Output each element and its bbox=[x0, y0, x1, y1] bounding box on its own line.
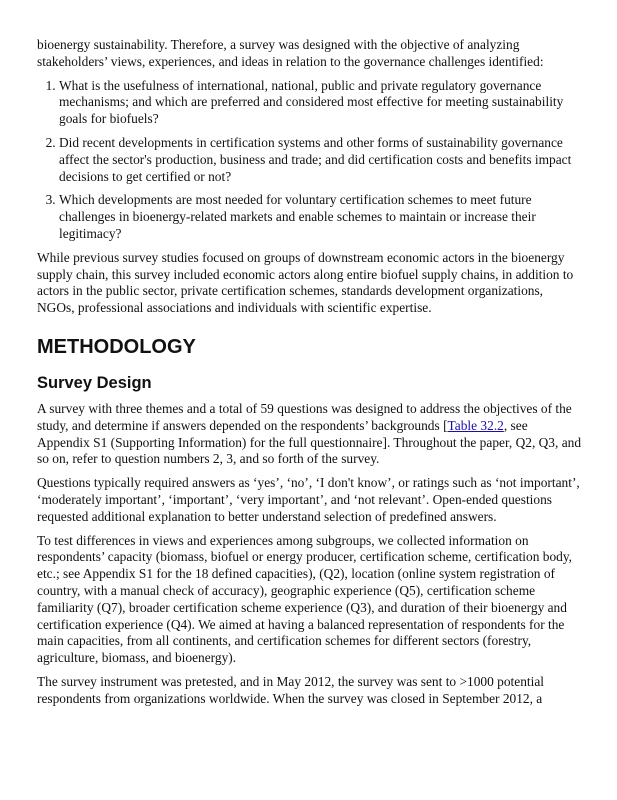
research-questions-list bbox=[37, 78, 582, 243]
list-item: 3. Which developments are most needed for voluntary certification schemes to meet future challenges in bioenergy-related markets and enable schemes to maintain or increase their legitimacy? bbox=[59, 192, 582, 242]
paragraph-text: , see Appendix S1 (Supporting Information) for the full questionnaire]. Throughout the paper, Q2, Q3, and so on, refer to question numbers 2, 3, and so forth of the survey. bbox=[37, 417, 582, 467]
table-reference-link[interactable]: Table 32.2 bbox=[447, 417, 504, 433]
intro-paragraph: bioenergy sustainability. Therefore, a survey was designed with the objective of analyzing stakeholders’ views, experiences, and ideas in relation to the governance challenges identified: bbox=[37, 37, 544, 69]
list-item: 1. What is the usefulness of international, national, public and private regulatory governance mechanisms; and which are preferred and considered most effective for meeting sustainability goals for biofuels? bbox=[59, 78, 582, 128]
section-heading: METHODOLOGY bbox=[37, 335, 196, 358]
list-item: 2. Did recent developments in certification systems and other forms of sustainability governance affect the sector's production, business and trade; and did certification costs and benefits impact decisions to get certified or not? bbox=[59, 135, 582, 185]
survey-design-paragraph-3: To test differences in views and experiences among subgroups, we collected information on respondents’ capacity (biomass, biofuel or energy producer, certification scheme, certification body, etc.; see Appendix S1 for the 18 defined capacities), (Q2), location (online system registration of country, with a manual check of accuracy), geographic experience (Q5), certification scheme familiarity (Q7), broader certification scheme experience (Q3), and duration of their bioenergy and certification experience (Q4). We aimed at having a balanced representation of respondents for the main capacities, from all continents, and certification schemes for different sectors (forestry, agriculture, biomass, and bioenergy). bbox=[37, 532, 573, 666]
paragraph-text: A survey with three themes and a total of 59 questions was designed to address the objectives of the study, and determine if answers depended on the respondents’ backgrounds [ bbox=[37, 400, 572, 433]
context-paragraph: While previous survey studies focused on groups of downstream economic actors in the bioenergy supply chain, this survey included economic actors along entire biofuel supply chains, in addition to actors in the public sector, private certification schemes, standards development organizations, NGOs, professional associations and individuals with scientific expertise. bbox=[37, 249, 574, 316]
survey-design-paragraph-4: The survey instrument was pretested, and in May 2012, the survey was sent to >1000 potential respondents from organizations worldwide. When the survey was closed in September 2012, a bbox=[37, 673, 544, 706]
subsection-heading: Survey Design bbox=[37, 373, 152, 392]
survey-design-paragraph-1 bbox=[37, 401, 582, 468]
survey-design-paragraph-2: Questions typically required answers as ‘yes’, ‘no’, ‘I don't know’, or ratings such as ‘not important’, ‘moderately important’, ‘important’, ‘very important’, and ‘not relevant’. Open-ended questions requested additional explanation to better understand selection of predefined answers. bbox=[37, 475, 580, 524]
document-page bbox=[37, 37, 582, 715]
